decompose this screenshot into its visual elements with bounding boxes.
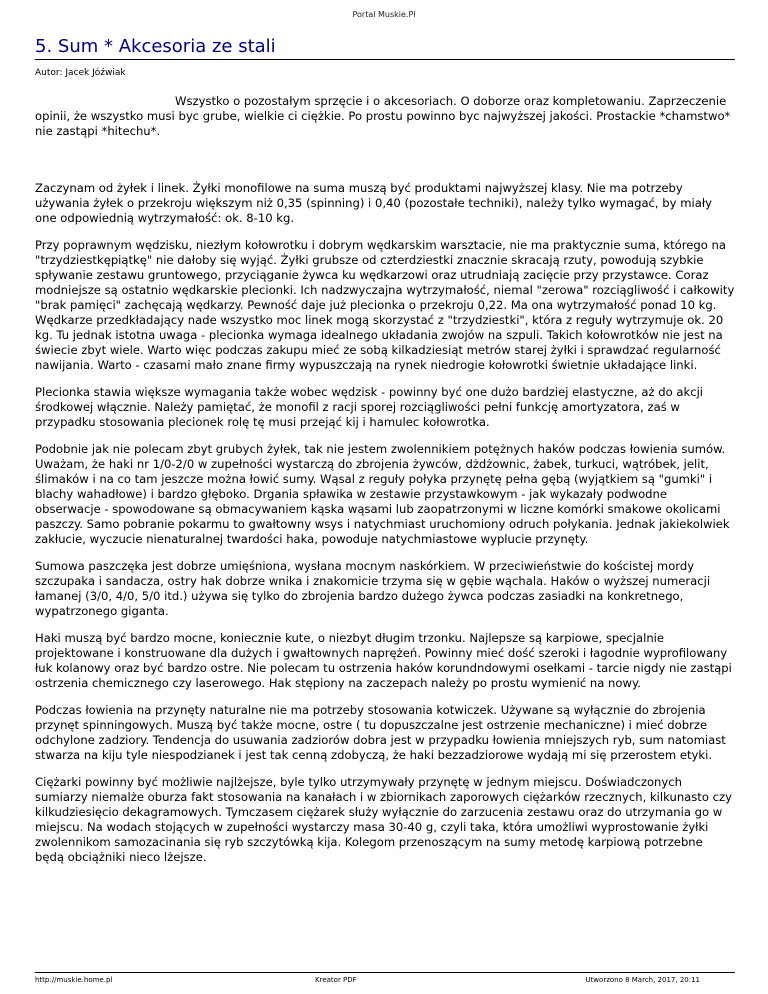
- article-paragraph: Zaczynam od żyłek i linek. Żyłki monofilowe na suma muszą być produktami najwyższej klasy. Nie ma potrzeby używania żyłek o przekroju większym niż 0,35 (spinning) i 0,40 (pozostałe techniki), należy tylko wymagać, by miały one odpowiednią wytrzymałość: ok. 8-10 kg.: [35, 181, 712, 225]
- paragraph-text: Wszystko o pozostałym sprzęcie i o akcesoriach. O doborze oraz kompletowaniu. Zaprzeczenie opinii, że wszystko musi byc grube, wielkie ci ciężkie. Po prostu powinno byc najwyższej jakości. Prostackie *chamstwo* nie zastąpi *hitechu*.: [35, 94, 731, 138]
- article-paragraph: Ciężarki powinny być możliwie najlżejsze, byle tylko utrzymywały przynętę w jednym miejscu. Doświadczonych sumiarzy niemalże oburza fakt stosowania na kanałach i w zbiornikach zaporowych ciężarków rzecznych, kilkunasto czy kilkudziesięcio dekagramowych. Tymczasem ciężarek służy wyłącznie do zarzucenia zestawu oraz do utrzymania go w miejscu. Na wodach stojących w zupełności wystarczy masa 30-40 g, czyli taka, która umożliwi wyprostowanie żyłki zwolennikom samozacinania się ryb szczytówką kija. Kolegom przenoszącym na sumy metodę karpiową potrzebne będą obciążniki nieco lżejsze.: [35, 775, 732, 864]
- article-paragraph: Podczas łowienia na przynęty naturalne nie ma potrzeby stosowania kotwiczek. Używane są wyłącznie do zbrojenia przynęt spinningowych. Muszą być także mocne, ostre ( tu dopuszczalne jest ostrzenie mechaniczne) i mieć dobrze odchylone zadziory. Tendencja do usuwania zadziorów dobra jest w przypadku łowienia mniejszych ryb, sum natomiast stwarza na kiju tyle niespodzianek i jest tak cenną zdobyczą, że haki bezzadziorowe wydają mi się przerostem etyki.: [35, 703, 726, 762]
- footer-url[interactable]: http://muskie.home.pl: [35, 976, 113, 984]
- article-paragraph-intro: [35, 94, 735, 139]
- author-label: Autor:: [35, 68, 63, 78]
- author-line: [35, 68, 126, 78]
- article-paragraph: Sumowa paszczęka jest dobrze umięśniona, wysłana mocnym naskórkiem. W przeciwieństwie do kościstej mordy szczupaka i sandacza, ostry hak dobrze wnika i znakomicie trzyma się w gębie wąchala. Haków o wyższej numeracji łamanej (3/0, 4/0, 5/0 itd.) używa się tylko do zbrojenia bardzo dużego żywca podczas zasiadki na konkretnego, wypatrzonego giganta.: [35, 559, 711, 618]
- page-title: 5. Sum * Akcesoria ze stali: [35, 36, 276, 57]
- article-paragraph: Plecionka stawia większe wymagania także wobec wędzisk - powinny być one dużo bardziej elastyczne, aż do akcji środkowej włącznie. Należy pamiętać, że monofil z racji sporej rozciągliwości pełni funkcję amortyzatora, zaś w przypadku stosowania plecionek rolę tę musi przejąć kij i hamulec kołowrotka.: [35, 385, 704, 429]
- article-paragraph: Przy poprawnym wędzisku, niezłym kołowrotku i dobrym wędkarskim warsztacie, nie ma praktycznie suma, którego na "trzydziestkępiątkę" nie dałoby się wyjąć. Żyłki grubsze od czterdziestki znacznie skracają rzuty, powodują szybkie spływanie zestawu gruntowego, przyciąganie żywca ku wędkarzowi oraz utrudniają zacięcie przy przystawce. Coraz modniejsze są ostatnio wędkarskie plecionki. Ich nadzwyczajna wytrzymałość, niemal "zerowa" rozciągliwość i całkowity "brak pamięci" zachęcają wędkarzy. Pewność daje już plecionka o przekroju 0,22. Ma ona wytrzymałość ponad 10 kg. Wędkarze przedkładający nade wszystko moc linek mogą skorzystać z "trzydziestki", która z reguły wytrzymuje ok. 20 kg. Tu jednak istotna uwaga - plecionka wymaga idealnego układania zwojów na szpuli. Takich kołowrotków nie jest na świecie zbyt wiele. Warto więc podczas zakupu mieć ze sobą kilkadziesiąt metrów starej żyłki i sprawdzać regularność nawijania. Warto - czasami mało znane firmy wypuszczają na rynek niedrogie kołowrotki świetnie układające linki.: [35, 238, 735, 372]
- footer-divider: [35, 972, 735, 973]
- site-header: Portal Muskie.Pl: [352, 10, 416, 19]
- article-paragraph: Podobnie jak nie polecam zbyt grubych żyłek, tak nie jestem zwolennikiem potężnych haków podczas łowienia sumów. Uważam, że haki nr 1/0-2/0 w zupełności wystarczą do zbrojenia żywców, dżdżownic, żabek, turkuci, wątróbek, jelit, ślimaków i na co tam jeszcze można łowić sumy. Wąsal z reguły połyka przynętę pełna gębą (wyjątkiem są "gumki" i blachy wahadłowe) i bardzo głęboko. Drgania spławika w zestawie przystawkowym - jak wykazały podwodne obserwacje - spowodowane są obmacywaniem kąska wąsami lub zaopatrzonymi w liczne komórki smakowe okolicami paszczy. Samo pobranie pokarmu to gwałtowny wsys i natychmiast uruchomiony odruch połykania. Jednak jakiekolwiek zakłucie, wyczucie nienaturalnej twardości haka, powoduje natychmiastowe wyplucie przynęty.: [35, 442, 730, 546]
- article-body: [35, 94, 735, 877]
- footer-generator: Kreator PDF: [315, 976, 357, 984]
- author-name: Jacek Jóźwiak: [65, 68, 126, 78]
- article-paragraph: Haki muszą być bardzo mocne, koniecznie kute, o niezbyt długim trzonku. Najlepsze są karpiowe, specjalnie projektowane i konstruowane dla dużych i gwałtownych naprężeń. Powinny mieć dość szeroki i łagodnie wyprofilowany łuk kolanowy oraz być bardzo ostre. Nie polecam tu ostrzenia haków korundndowymi osełkami - tarcie nigdy nie zastąpi ostrzenia chemicznego czy laserowego. Hak stępiony na zaczepach należy po prostu wymienić na nowy.: [35, 631, 732, 690]
- footer-created: Utworzono 8 March, 2017, 20:11: [585, 976, 700, 984]
- title-divider: [35, 59, 735, 60]
